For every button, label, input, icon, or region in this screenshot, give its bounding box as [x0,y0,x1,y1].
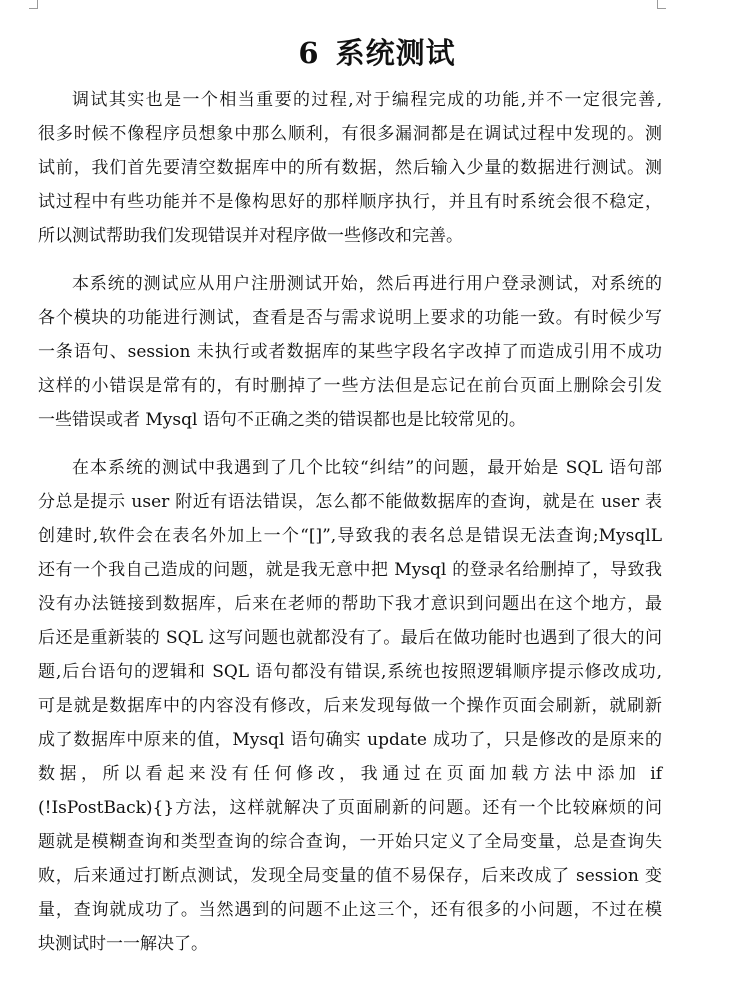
text-line: 试前，我们首先要清空数据库中的所有数据，然后输入少量的数据进行测试。测 [38,158,662,178]
section-title: 系统测试 [335,36,456,71]
text-line: 数据，所以看起来没有任何修改，我通过在页面加载方法中添加 if [38,764,662,784]
text-line: 很多时候不像程序员想象中那么顺利，有很多漏洞都是在调试过程中发现的。测 [38,124,662,144]
text-line: 成了数据库中原来的值，Mysql 语句确实 update 成功了，只是修改的是原来的 [38,730,662,750]
text-line: 试过程中有些功能并不是像构思好的那样顺序执行，并且有时系统会很不稳定， [38,192,662,212]
text-line: 题就是模糊查询和类型查询的综合查询，一开始只定义了全局变量，总是查询失 [38,832,662,852]
text-line: 量，查询就成功了。当然遇到的问题不止这三个，还有很多的小问题，不过在模 [38,900,662,920]
text-line: 还有一个我自己造成的问题，就是我无意中把 Mysql 的登录名给删掉了，导致我 [38,560,662,580]
text-line: 题,后台语句的逻辑和 SQL 语句都没有错误,系统也按照逻辑顺序提示修改成功, [38,662,662,682]
text-line: 分总是提示 user 附近有语法错误，怎么都不能做数据库的查询，就是在 user 表 [38,492,662,512]
paragraph-1 [38,83,662,253]
section-heading [0,33,754,73]
text-line: 后还是重新装的 SQL 这写问题也就都没有了。最后在做功能时也遇到了很大的问 [38,628,662,648]
crop-mark-right [657,0,666,9]
text-line: 没有办法链接到数据库，后来在老师的帮助下我才意识到问题出在这个地方，最 [38,594,662,614]
text-line: 可是就是数据库中的内容没有修改，后来发现每做一个操作页面会刷新，就刷新 [38,696,662,716]
text-line: 各个模块的功能进行测试，查看是否与需求说明上要求的功能一致。有时候少写 [38,308,662,328]
text-line: 这样的小错误是常有的，有时删掉了一些方法但是忘记在前台页面上删除会引发 [38,376,662,396]
text-line: 本系统的测试应从用户注册测试开始，然后再进行用户登录测试，对系统的 [72,274,662,294]
text-line: 败，后来通过打断点测试，发现全局变量的值不易保存，后来改成了 session 变 [38,866,662,886]
paragraph-3 [38,451,662,961]
text-line: 块测试时一一解决了。 [38,934,208,954]
text-line: 在本系统的测试中我遇到了几个比较“纠结”的问题，最开始是 SQL 语句部 [72,458,662,478]
text-line: 调试其实也是一个相当重要的过程,对于编程完成的功能,并不一定很完善, [72,90,662,110]
text-line: 创建时,软件会在表名外加上一个“[]”,导致我的表名总是错误无法查询;MysqlL [38,526,662,546]
text-line: 一些错误或者 Mysql 语句不正确之类的错误都也是比较常见的。 [38,410,526,430]
text-line: (!IsPostBack){}方法，这样就解决了页面刷新的问题。还有一个比较麻烦的问 [38,798,662,818]
text-line: 一条语句、session 未执行或者数据库的某些字段名字改掉了而造成引用不成功 [38,342,662,362]
body-text [38,83,662,975]
crop-mark-left [29,0,38,9]
section-number: 6 [298,36,320,71]
text-line: 所以测试帮助我们发现错误并对程序做一些修改和完善。 [38,226,463,246]
paragraph-2 [38,267,662,437]
